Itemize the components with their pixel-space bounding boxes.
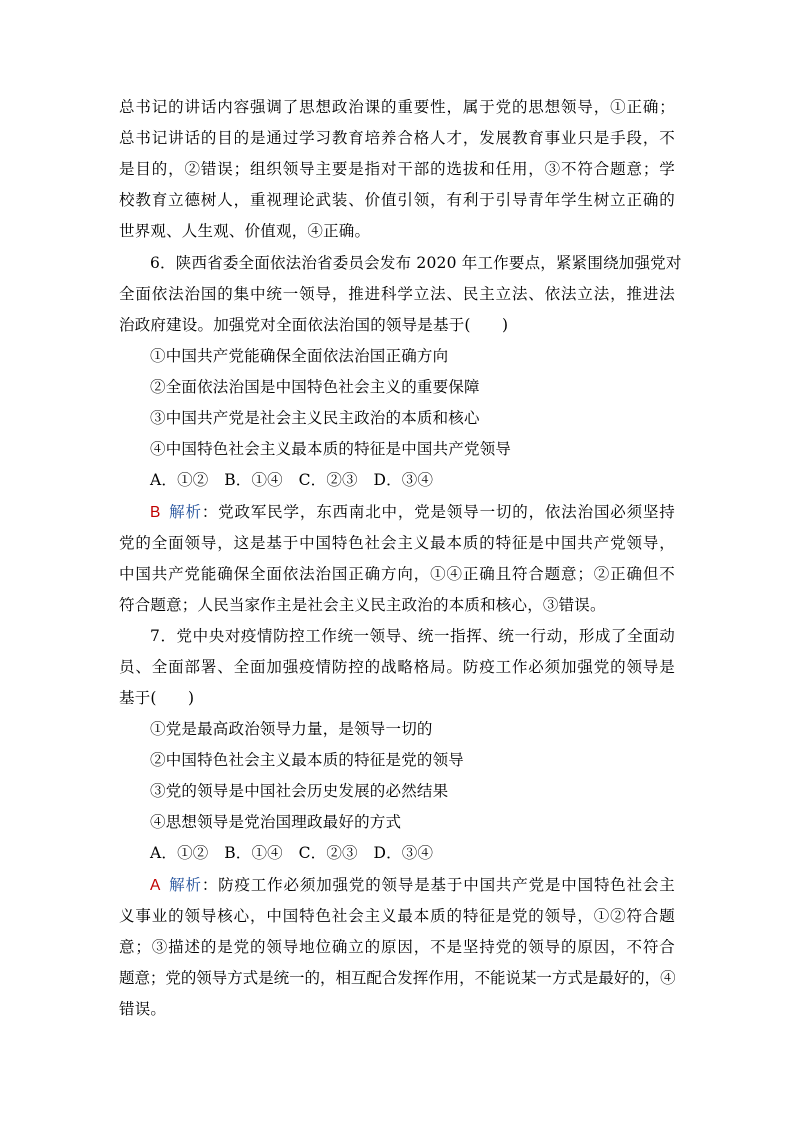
q7-analysis-line-5: 错误。 — [119, 1000, 167, 1018]
q6-stem-line-2: 全面依法治国的集中统一领导，推进科学立法、民主立法、依法立法，推进法 — [119, 285, 675, 303]
q7-analysis-line-1 — [150, 874, 675, 898]
q6-statement-4: ④中国特色社会主义最本质的特征是中国共产党领导 — [150, 440, 512, 458]
q7-analysis-line-4: 题意；党的领导方式是统一的，相互配合发挥作用，不能说某一方式是最好的，④ — [119, 969, 675, 987]
prev-analysis-line-3: 是目的，②错误；组织领导主要是指对干部的选拔和任用，③不符合题意；学 — [119, 160, 675, 178]
prev-analysis-line-1: 总书记的讲话内容强调了思想政治课的重要性，属于党的思想领导，①正确； — [119, 98, 675, 116]
q7-statement-1: ①党是最高政治领导力量，是领导一切的 — [150, 720, 433, 738]
q6-statement-1: ①中国共产党能确保全面依法治国正确方向 — [150, 347, 449, 365]
q7-answer: A — [150, 877, 161, 894]
q7-options: A．①② B．①④ C．②③ D．③④ — [150, 844, 434, 862]
q6-analysis-label: 解析 — [168, 503, 202, 521]
q6-statement-3: ③中国共产党是社会主义民主政治的本质和核心 — [150, 409, 480, 427]
q6-analysis-line-3: 中国共产党能确保全面依法治国正确方向，①④正确且符合题意；②正确但不 — [119, 565, 675, 583]
q7-analysis-first: ：防疫工作必须加强党的领导是基于中国共产党是中国特色社会主 — [201, 876, 675, 894]
q6-statement-2: ②全面依法治国是中国特色社会主义的重要保障 — [150, 378, 480, 396]
prev-analysis-line-2: 总书记讲话的目的是通过学习教育培养合格人才，发展教育事业只是手段，不 — [119, 129, 675, 147]
q7-analysis-line-2: 义事业的领导核心，中国特色社会主义最本质的特征是党的领导，①②符合题 — [119, 907, 675, 925]
q7-analysis-line-3: 意；③描述的是党的领导地位确立的原因，不是坚持党的领导的原因，不符合 — [119, 938, 675, 956]
q7-statement-2: ②中国特色社会主义最本质的特征是党的领导 — [150, 751, 465, 769]
prev-analysis-line-5: 世界观、人生观、价值观，④正确。 — [119, 222, 371, 240]
q6-analysis-line-2: 党的全面领导，这是基于中国特色社会主义最本质的特征是中国共产党领导， — [119, 534, 675, 552]
q6-stem-line-1: 6．陕西省委全面依法治省委员会发布 2020 年工作要点，紧紧围绕加强党对 — [150, 254, 682, 272]
q6-analysis-line-1 — [150, 501, 675, 525]
q7-analysis-label: 解析 — [168, 876, 202, 894]
q7-stem-line-2: 员、全面部署、全面加强疫情防控的战略格局。防疫工作必须加强党的领导是 — [119, 658, 675, 676]
prev-analysis-line-4: 校教育立德树人，重视理论武装、价值引领，有利于引导青年学生树立正确的 — [119, 191, 675, 209]
q6-options: A．①② B．①④ C．②③ D．③④ — [150, 471, 434, 489]
q7-stem-line-1: 7．党中央对疫情防控工作统一领导、统一指挥、统一行动，形成了全面动 — [150, 627, 675, 645]
q7-statement-4: ④思想领导是党治国理政最好的方式 — [150, 813, 402, 831]
q7-statement-3: ③党的领导是中国社会历史发展的必然结果 — [150, 782, 449, 800]
q7-stem-line-3: 基于( ) — [119, 689, 195, 707]
q6-analysis-line-4: 符合题意；人民当家作主是社会主义民主政治的本质和核心，③错误。 — [119, 596, 606, 614]
q6-analysis-first: ：党政军民学，东西南北中，党是领导一切的，依法治国必须坚持 — [201, 503, 675, 521]
q6-answer: B — [150, 504, 161, 521]
q6-stem-line-3: 治政府建设。加强党对全面依法治国的领导是基于( ) — [119, 316, 509, 334]
